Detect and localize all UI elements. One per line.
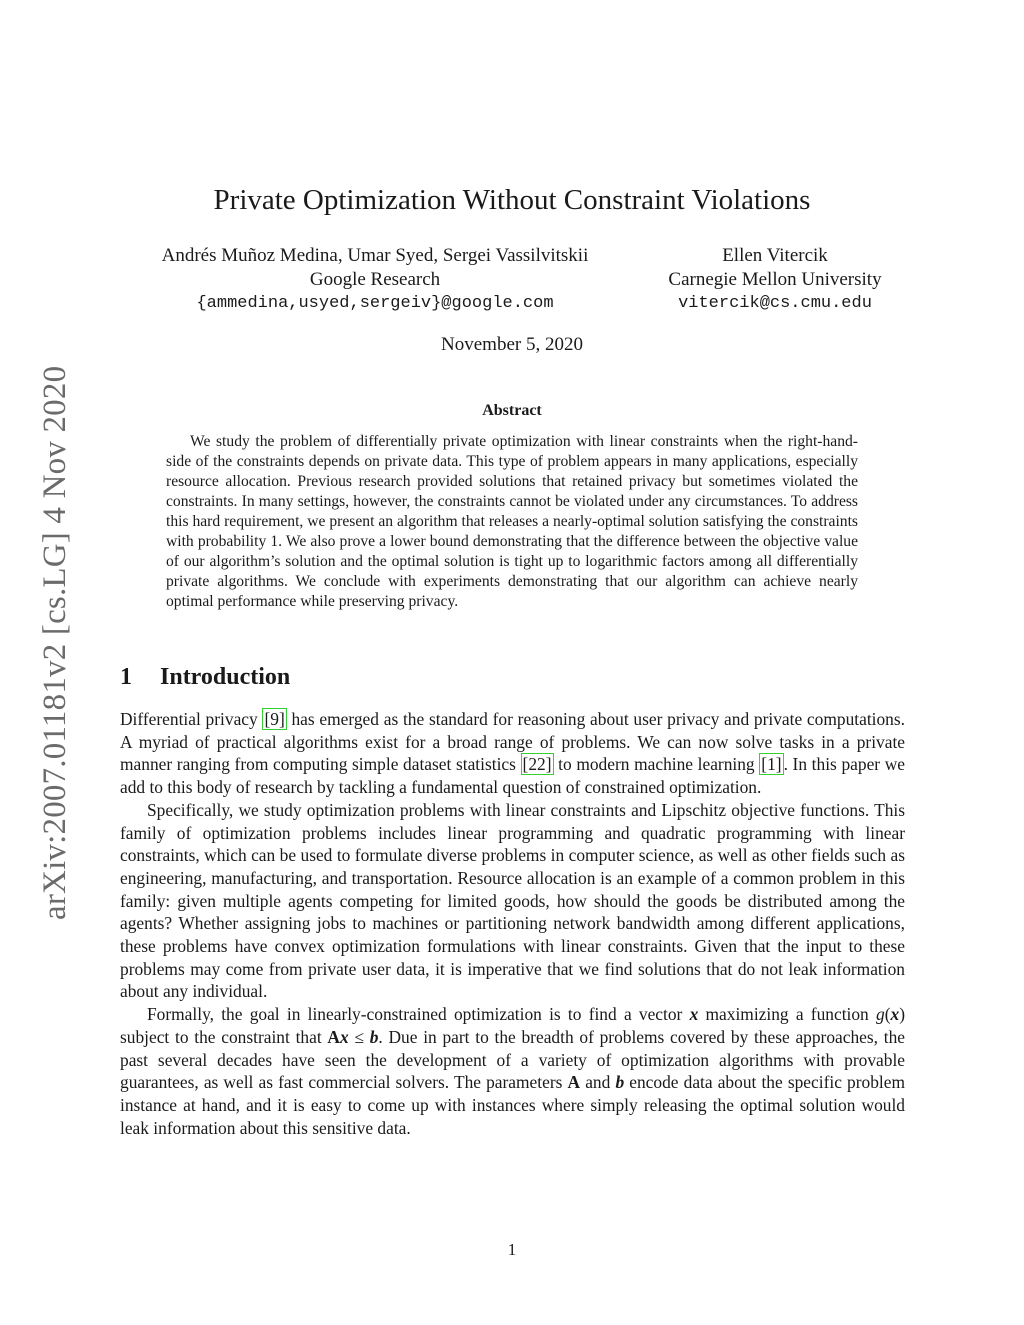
- author-names: Andrés Muñoz Medina, Umar Syed, Sergei Vassilvitskii: [161, 245, 589, 266]
- text-run: to modern machine learning: [553, 754, 760, 775]
- intro-paragraph-1: [120, 708, 905, 799]
- math-vector-b: b: [369, 1026, 379, 1047]
- author-block-cmu: [640, 244, 910, 316]
- paper-title: Private Optimization Without Constraint Violations: [213, 184, 811, 216]
- text-run: Differential privacy: [120, 709, 263, 729]
- citation-link-1[interactable]: [1]: [761, 754, 782, 775]
- page-number: 1: [507, 1240, 517, 1259]
- paper-date: November 5, 2020: [441, 334, 583, 355]
- math-matrix-a: A: [567, 1072, 581, 1093]
- math-function-g: g: [876, 1004, 885, 1025]
- author-block-google: [120, 244, 630, 316]
- text-run: (: [884, 1004, 891, 1025]
- author-names: Ellen Vitercik: [722, 245, 828, 266]
- author-email: vitercik@cs.cmu.edu: [678, 294, 872, 313]
- text-run: . Due in part to the breadth of problems covered by these approaches, the past several decades have seen the development of a variety of optimization algorithms with provable guarantees, as well as fast commercial solvers. The parameters: [120, 1026, 905, 1093]
- section-title: Introduction: [160, 664, 291, 690]
- intro-paragraph-3: [120, 1003, 905, 1139]
- section-number: 1: [120, 664, 132, 690]
- text-run: maximizing a function: [698, 1004, 876, 1025]
- author-affiliation: Carnegie Mellon University: [668, 269, 882, 290]
- section-heading-introduction: [120, 664, 290, 691]
- math-vector-x: x: [339, 1026, 349, 1047]
- text-run: ≤: [348, 1026, 370, 1047]
- text-run: and: [580, 1072, 616, 1093]
- arxiv-identifier-stamp: arXiv:2007.01181v2 [cs.LG] 4 Nov 2020: [37, 365, 73, 920]
- math-matrix-a: A: [327, 1026, 340, 1047]
- text-run: Formally, the goal in linearly-constrained optimization is to find a vector: [147, 1004, 690, 1025]
- math-vector-b: b: [615, 1072, 625, 1093]
- citation-link-9[interactable]: [9]: [264, 709, 285, 729]
- text-run: encode data about the specific problem instance at hand, and it is easy to come up with instances where simply releasing the optimal solution would leak information about this sensitive data.: [120, 1072, 905, 1138]
- abstract-heading: Abstract: [482, 402, 542, 419]
- author-affiliation: Google Research: [309, 269, 441, 290]
- math-vector-x: x: [689, 1004, 699, 1025]
- text-run: ) subject to the constraint that: [120, 1004, 905, 1047]
- citation-link-22[interactable]: [22]: [522, 754, 552, 775]
- math-vector-x: x: [890, 1004, 900, 1025]
- abstract-text: We study the problem of differentially private optimization with linear constraints when the right-hand-side of the constraints depends on private data. This type of problem appears in many applications, especially resource allocation. Previous research provided solutions that retained privacy but sometimes violated the constraints. In many settings, however, the constraints cannot be violated under any circumstances. To address this hard requirement, we present an algorithm that releases a nearly-optimal solution satisfying the constraints with probability 1. We also prove a lower bound demonstrating that the difference between the objective value of our algorithm’s solution and the optimal solution is tight up to logarithmic factors among all differentially private algorithms. We conclude with experiments demonstrating that our algorithm can achieve nearly optimal performance while preserving privacy.: [166, 433, 858, 610]
- text-run: . In this paper we add to this body of research by tackling a fundamental question of constrained optimization.: [120, 754, 905, 798]
- introduction-body: [120, 708, 905, 1139]
- author-email: {ammedina,usyed,sergeiv}@google.com: [196, 294, 554, 313]
- text-run: has emerged as the standard for reasoning about user privacy and private computations. A myriad of practical algorithms exist for a broad range of problems. We can now solve tasks in a private manner ranging from computing simple dataset statistics: [120, 709, 905, 775]
- intro-paragraph-2: Specifically, we study optimization problems with linear constraints and Lipschitz objective functions. This family of optimization problems includes linear programming and quadratic programming with linear constraints, which can be used to formulate diverse problems in computer science, as well as other fields such as engineering, manufacturing, and transportation. Resource allocation is an example of a common problem in this family: given multiple agents competing for limited goods, how should the goods be distributed among the agents? Whether assigning jobs to machines or partitioning network bandwidth among different applications, these problems have convex optimization formulations with linear constraints. Given that the input to these problems may come from private user data, it is imperative that we find solutions that do not leak information about any individual.: [120, 799, 905, 1002]
